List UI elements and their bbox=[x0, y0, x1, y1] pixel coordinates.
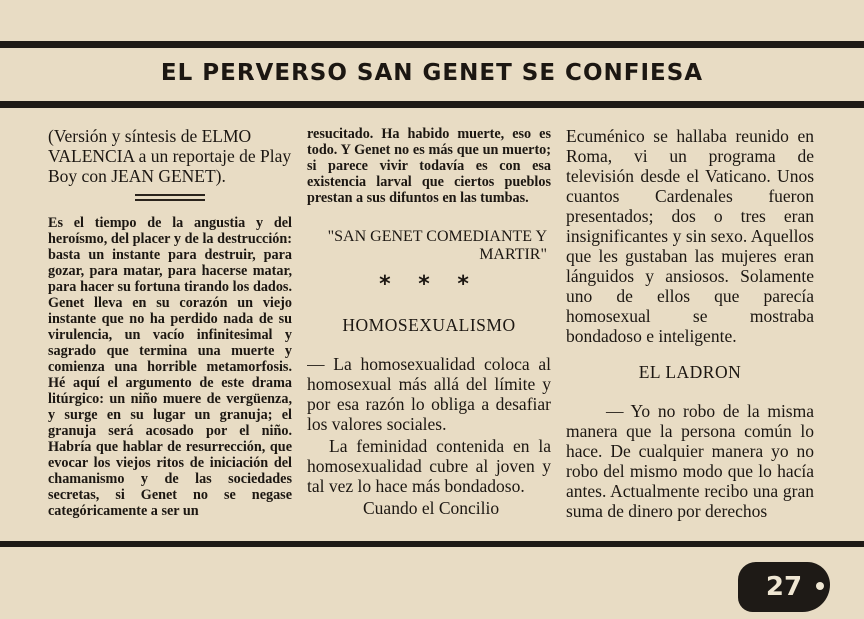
left-paragraph: Es el tiempo de la angustia y del heroísmo, del placer y de la destrucción: basta un instante para destruir, para gozar, para matar, para hacerse matar, para hacer su fortuna tirando los dados. Genet lleva en su corazón un viejo instante que no ha perdido nada de su virulencia, un vacío infinitesimal y sagrado que termina una muerte y comienza una horrible metamorfosis. Hé aquí el argumento de este drama litúrgico: un niño muere de vergüenza, y surge en su lugar un granuja; el granuja será acosado por el niño. Habría que hablar de resurrección, que evocar los viejos ritos de iniciación del chamanismo y de las sociedades secretas, si Genet no se negase categóricamente a ser un bbox=[48, 215, 292, 519]
right-paragraph: Ecuménico se hallaba reunido en Roma, vi un programa de televisión desde el Vaticano. Unos cuantos Cardenales fueron presentados; dos o tres eran insignificantes y sin sexo. Aquellos que les gustaban las mujeres eran lánguidos y ansiosos. Solamente uno de ellos que parecía homosexual se mostraba bondadoso e inteligente. bbox=[566, 126, 814, 346]
page-number: 27 bbox=[765, 572, 803, 602]
intro-credit: (Versión y síntesis de ELMO VALENCIA a un reportaje de Play Boy con JEAN GENET). bbox=[48, 126, 292, 186]
column-right bbox=[566, 126, 814, 538]
column-middle bbox=[307, 126, 551, 538]
title-underline-rule bbox=[0, 101, 864, 108]
article-title: EL PERVERSO SAN GENET SE CONFIESA bbox=[160, 60, 704, 86]
bottom-rule bbox=[0, 541, 864, 547]
middle-paragraph: resucitado. Ha habido muerte, eso es todo. Y Genet no es más que un muerto; si parece vivir todavía es con esa existencia larval que ciertos pueblos prestan a sus difuntos en las tumbas. bbox=[307, 126, 551, 206]
top-rule bbox=[0, 41, 864, 48]
badge-dot-icon bbox=[816, 582, 824, 590]
asterisk-separator: * * * bbox=[379, 272, 479, 297]
section2-paragraph-1: — Yo no robo de la misma manera que la persona común lo hace. De cualquier manera yo no robo del mismo modo que lo hacía antes. Actualmente recibo una gran suma de dinero por derechos bbox=[566, 401, 814, 521]
section-heading-el-ladron: EL LADRON bbox=[638, 362, 742, 382]
section-heading-homosexualismo: HOMOSEXUALISMO bbox=[342, 315, 516, 335]
section1-paragraph-1: — La homosexualidad coloca al homosexual más allá del límite y por esa razón lo obliga a desafiar los valores sociales. bbox=[307, 354, 551, 434]
ornament-divider bbox=[135, 194, 205, 201]
section1-paragraph-3: Cuando el Concilio bbox=[363, 498, 500, 518]
section1-paragraph-2: La feminidad contenida en la homosexualidad cubre al joven y tal vez lo hace más bondadoso. bbox=[307, 436, 551, 496]
page-number-badge bbox=[738, 562, 830, 612]
quote-title: "SAN GENET COMEDIANTE Y MARTIR" bbox=[327, 228, 547, 263]
column-left bbox=[48, 126, 292, 538]
